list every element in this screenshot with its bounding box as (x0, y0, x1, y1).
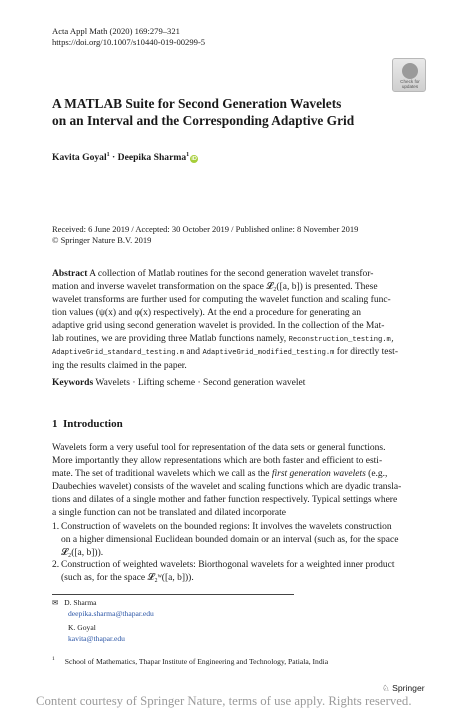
check-for-updates-badge[interactable] (392, 58, 426, 92)
author-list: Kavita Goyal$^1$ · Deepika Sharma$^1$iD (52, 152, 197, 164)
paper-title: A MATLAB Suite for Second Generation Wavelets on an Interval and the Corresponding Adaptive Grid (52, 96, 355, 128)
author-name: Deepika Sharma (117, 152, 187, 164)
author-name: Kavita Goyal (52, 152, 107, 164)
journal-citation: Acta Appl Math (2020) 169:279–321 (52, 26, 180, 36)
envelope-icon: ✉ (52, 598, 59, 607)
publication-dates: Received: 6 June 2019 / Accepted: 30 October 2019 / Published online: 8 November 2019 © Springer Nature B.V. 2019 (52, 224, 359, 245)
list-item: 2. Construction of weighted wavelets: Biorthogonal wavelets for a weighted inner product (such as, for the space 𝓛₂ʷ([a, b])). (52, 560, 395, 583)
footnote-divider (52, 594, 294, 595)
abstract-heading: Abstract (52, 269, 88, 279)
section-heading: 1 Introduction (52, 418, 123, 430)
copyright: © Springer Nature B.V. 2019 (52, 235, 152, 245)
correspondence-block: ✉ D. Sharma deepika.sharma@thapar.edu K. Goyal kavita@thapar.edu (52, 598, 154, 643)
courtesy-watermark: Content courtesy of Springer Nature, terms of use apply. Rights reserved. (36, 694, 412, 708)
check-updates-icon (402, 63, 418, 79)
abstract: Abstract A collection of Matlab routines for the second generation wavelet transfor- mation and inverse wavelet transformation on the space 𝓛₂([a, b]) is presented. These wavelet transforms are further used for computing the wavelet function and scaling func- tion values (ψ(x) and φ(x) respectively). At the end a procedure for generating an adaptive grid using second generation wavelet is provided. In the collection of the Mat- lab routines, we are providing three Matlab functions namely, Reconstruction_testing.m, AdaptiveGrid_standard_testing.m and AdaptiveGrid_modified_testing.m for directly test- ing the results claimed in the paper. (52, 269, 398, 372)
list-item: 1. Construction of wavelets on the bounded regions: It involves the wavelets construction on a higher dimensional Euclidean bounded domain or an interval (such as, for the space 𝓛₂([a, b])). (52, 522, 399, 558)
orcid-icon[interactable]: iD (191, 156, 197, 163)
springer-logo: ♘ Springer (382, 683, 425, 693)
doi-link[interactable]: https://doi.org/10.1007/s10440-019-00299-5 (52, 37, 206, 47)
introduction-paragraph: Wavelets form a very useful tool for representation of the data sets or general functions. More importantly they allow representations which are both faster and efficient to esti- mate. The set of traditional wavelets which we call as the first generation wavelets (e.g., Daubechies wavelet) consists of the wavelet and scaling functions which are dyadic transla- tions and dilates of a single mother and father function respectively. Typical settings where a single function can not be translated and dilated incorporate (52, 443, 402, 518)
email-link[interactable]: kavita@thapar.edu (68, 633, 125, 643)
check-updates-label: Check for updates (400, 79, 420, 89)
keywords: Keywords Wavelets · Lifting scheme · Second generation wavelet (52, 378, 306, 388)
email-link[interactable]: deepika.sharma@thapar.edu (68, 608, 154, 618)
springer-horse-icon: ♘ (382, 683, 390, 693)
affiliation: $^1$ School of Mathematics, Thapar Institute of Engineering and Technology, Patiala, India (52, 656, 329, 666)
keywords-heading: Keywords (52, 378, 94, 388)
